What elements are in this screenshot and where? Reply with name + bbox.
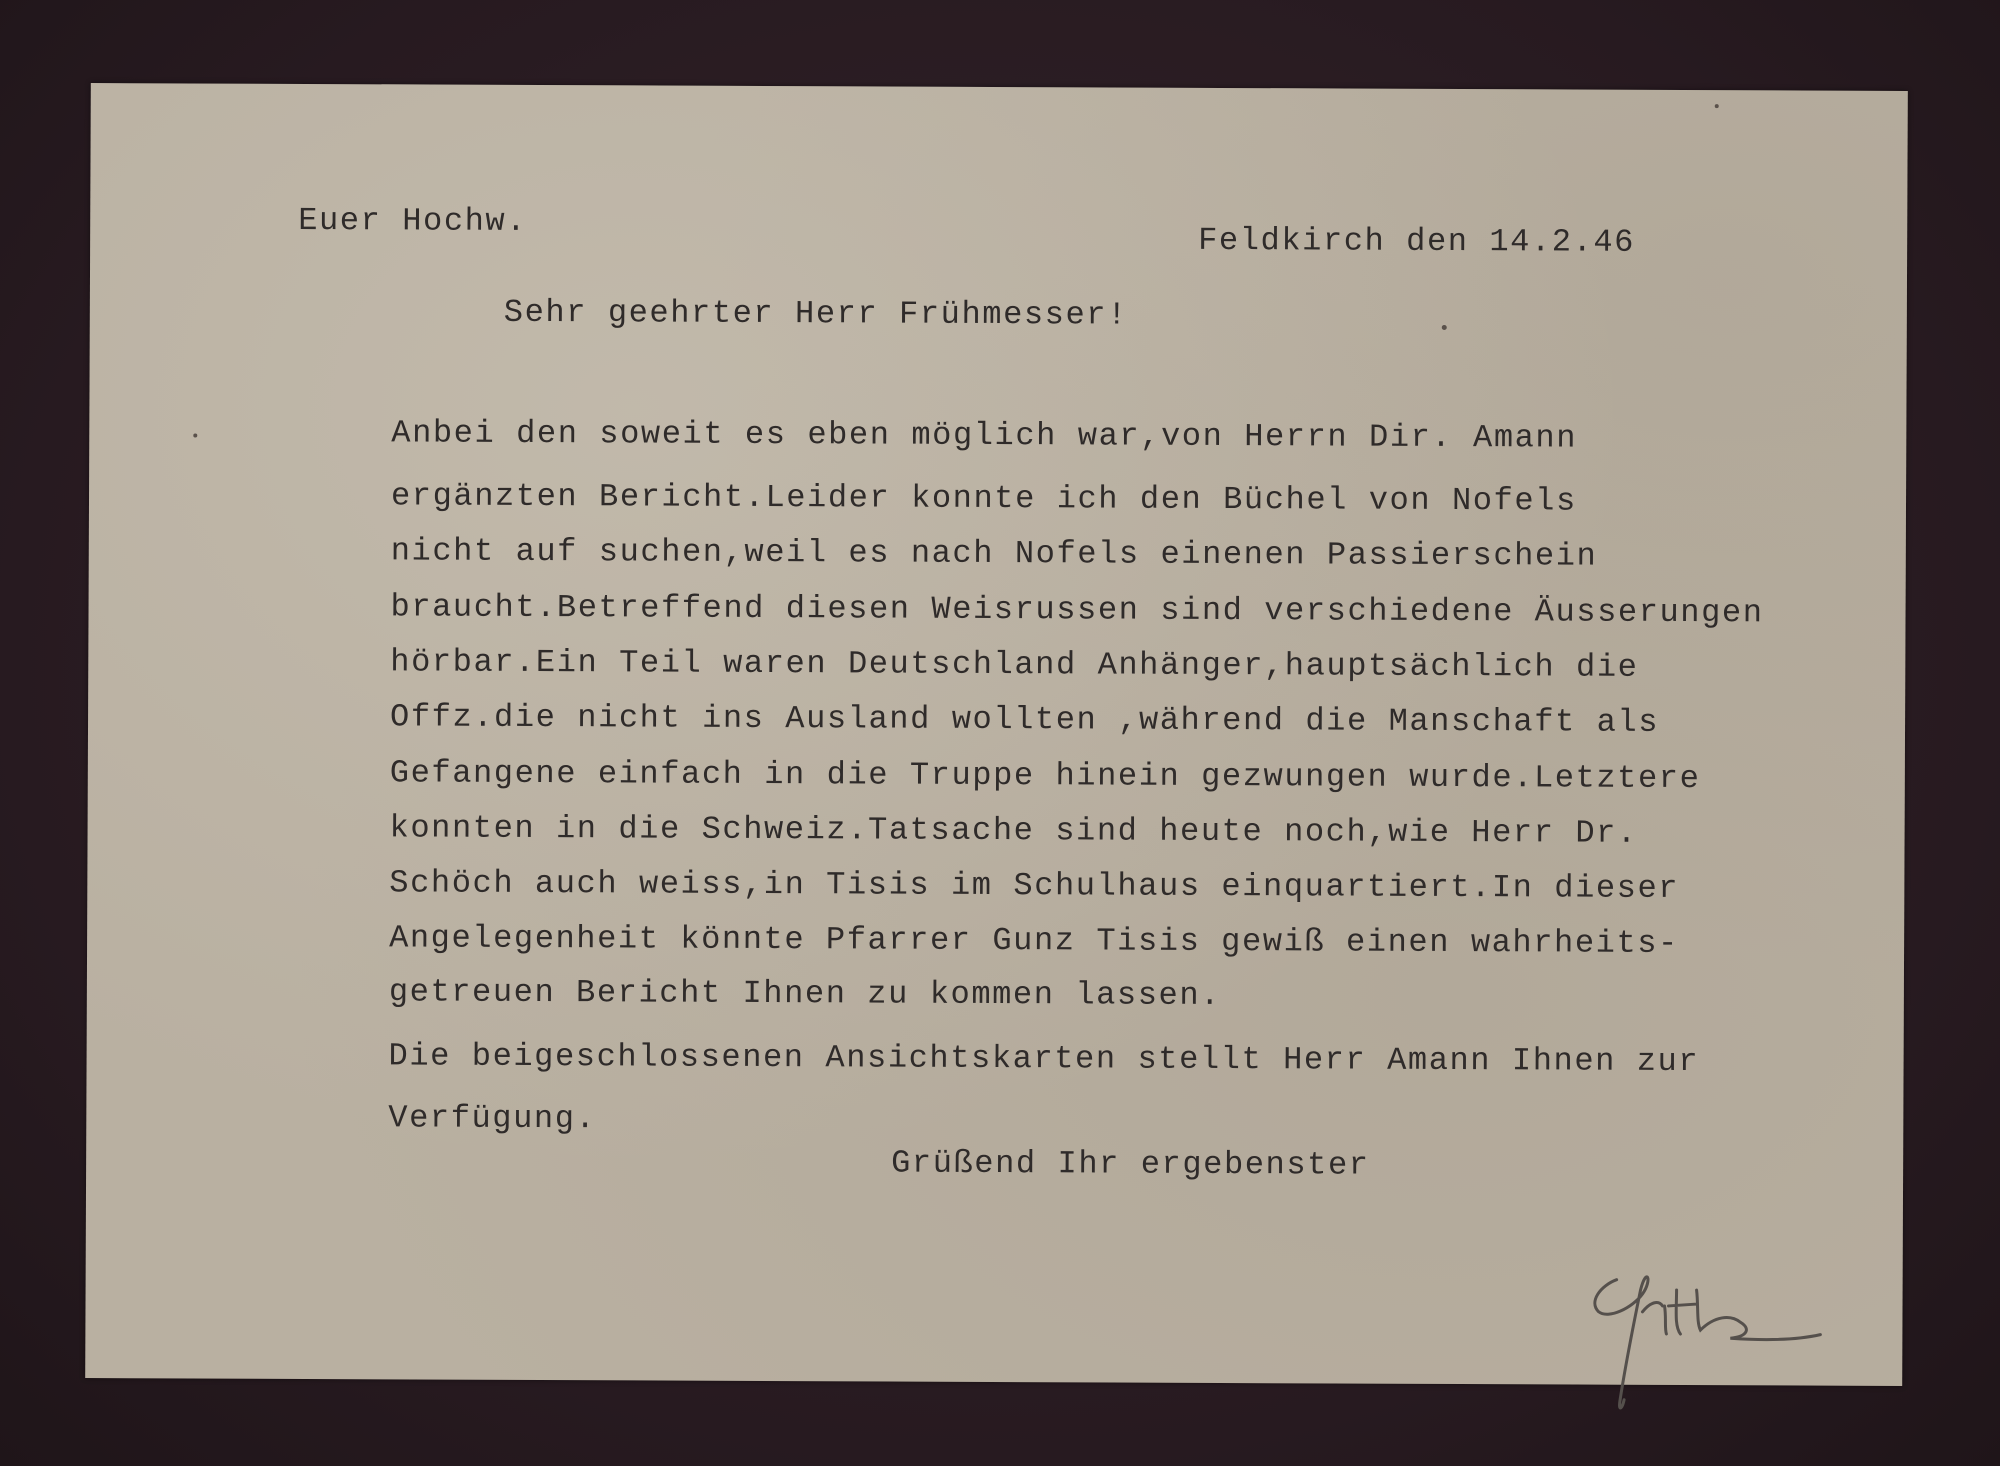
body-line: Anbei den soweit es eben möglich war,von Herrn Dir. Amann xyxy=(391,414,1578,457)
body-line: Die beigeschlossenen Ansichtskarten stellt Herr Amann Ihnen zur xyxy=(388,1037,1700,1081)
body-line: Verfügung. xyxy=(388,1099,597,1138)
greeting: Sehr geehrter Herr Frühmesser! xyxy=(503,293,1129,334)
body-line: konnten in die Schweiz.Tatsache sind heute noch,wie Herr Dr. xyxy=(389,809,1638,852)
place-date: Feldkirch den 14.2.46 xyxy=(1198,221,1636,261)
paper-speck xyxy=(1442,325,1447,330)
body-line: Schöch auch weiss,in Tisis im Schulhaus einquartiert.In dieser xyxy=(389,864,1680,907)
closing: Grüßend Ihr ergebenster xyxy=(891,1144,1370,1184)
body-line: Offz.die nicht ins Ausland wollten ,während die Manschaft als xyxy=(389,698,1660,741)
body-line: nicht auf suchen,weil es nach Nofels einenen Passierschein xyxy=(390,532,1598,575)
paper-speck xyxy=(193,433,197,437)
body-line: getreuen Bericht Ihnen zu kommen lassen. xyxy=(388,973,1222,1014)
handwritten-signature xyxy=(1580,1250,1841,1431)
letter-paper xyxy=(85,83,1908,1386)
paper-speck xyxy=(1715,104,1719,108)
body-line: Gefangene einfach in die Truppe hinein gezwungen wurde.Letztere xyxy=(389,754,1701,798)
body-line: ergänzten Bericht.Leider konnte ich den Büchel von Nofels xyxy=(390,477,1577,520)
salutation-top: Euer Hochw. xyxy=(298,201,528,240)
body-line: braucht.Betreffend diesen Weisrussen sind verschiedene Äusserungen xyxy=(390,588,1764,632)
body-line: hörbar.Ein Teil waren Deutschland Anhänger,hauptsächlich die xyxy=(390,643,1639,686)
body-line: Angelegenheit könnte Pfarrer Gunz Tisis gewiß einen wahrheits- xyxy=(389,919,1679,962)
